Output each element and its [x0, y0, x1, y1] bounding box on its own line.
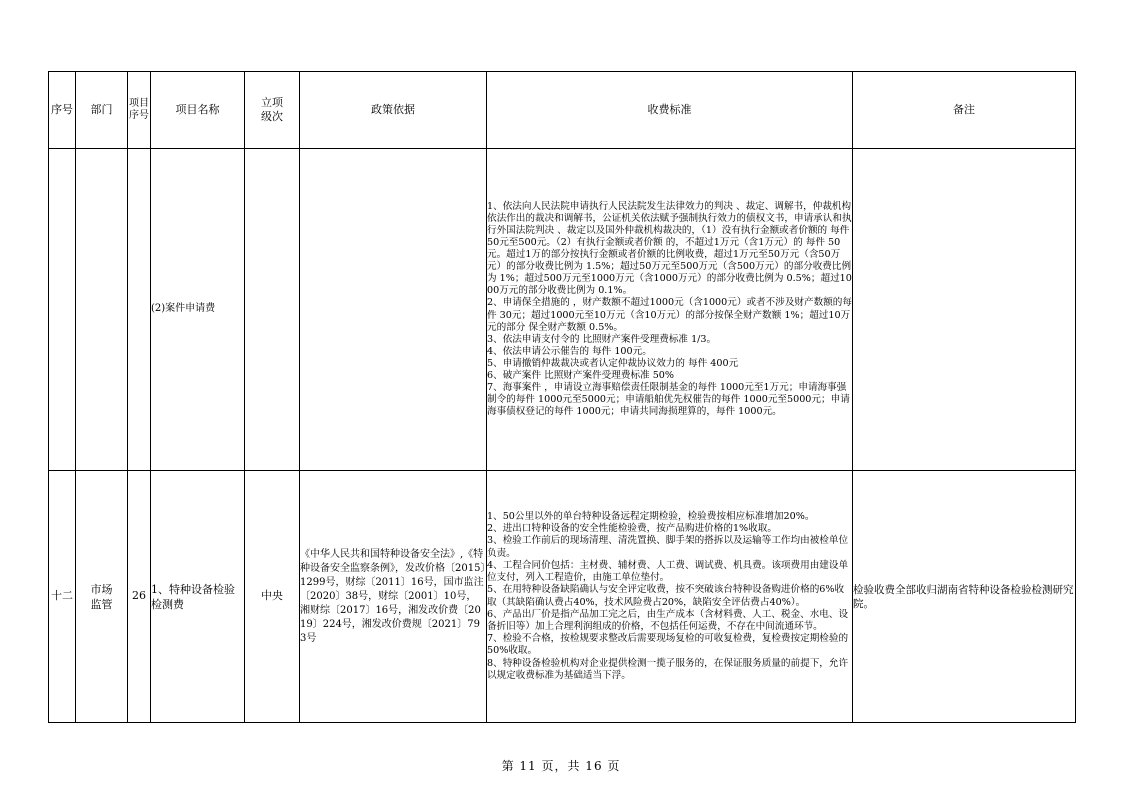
table-row — [49, 471, 1076, 723]
cell-seq — [49, 149, 76, 471]
header-level: 立项级次 — [245, 72, 300, 149]
standard-line: 7、检验不合格，按检规要求整改后需要现场复检的可收复检费，复检费按定期检验的50%收取。 — [487, 633, 849, 657]
standard-line: 6、破产案件 比照财产案件受理费标准 50% — [487, 369, 675, 381]
cell-dept: 市场监管 — [76, 471, 128, 723]
header-item-name: 项目名称 — [151, 72, 245, 149]
cell-standard — [487, 471, 853, 723]
standard-line: 4、依法申请公示催告的 每件 100元。 — [487, 345, 652, 357]
standard-line: 5、在用特种设备缺陷确认与安全评定收费，按不突破该台特种设备购进价格的6%收取（其缺陷确认费占40%，技术风险费占20%，缺陷安全评估费占40%）。 — [487, 584, 845, 608]
standard-line: 2、进出口特种设备的安全性能检验费，按产品购进价格的1%收取。 — [487, 523, 777, 535]
header-standard: 收费标准 — [487, 72, 853, 149]
cell-item-name: (2)案件申请费 — [151, 149, 245, 471]
fee-table — [48, 71, 1076, 723]
cell-standard — [487, 149, 853, 471]
cell-item-seq: 26 — [128, 471, 151, 723]
table-row — [49, 149, 1076, 471]
cell-item-seq — [128, 149, 151, 471]
header-seq: 序号 — [49, 72, 76, 149]
standard-line: 4、工程合同价包括：主材费、辅材费、人工费、调试费、机具费。该项费用由建设单位支付，列入工程造价，由施工单位垫付。 — [487, 559, 849, 584]
cell-remark: 检验收费全部收归湖南省特种设备检验检测研究院。 — [853, 471, 1076, 723]
header-dept: 部门 — [76, 72, 128, 149]
standard-line: 8、特种设备检验机构对企业提供检测一揽子服务的，在保证服务质量的前提下，允许以规定收费标准为基础适当下浮。 — [487, 657, 849, 681]
header-row — [49, 72, 1076, 149]
standard-line: 1、50公里以外的单台特种设备远程定期检验，检验费按相应标准增加20%。 — [487, 511, 815, 523]
standard-line: 3、依法申请支付令的 比照财产案件受理费标准 1/3。 — [487, 333, 717, 345]
header-policy: 政策依据 — [300, 72, 487, 149]
cell-level: 中央 — [245, 471, 300, 723]
standard-line: 5、申请撤销仲裁裁决或者认定仲裁协议效力的 每件 400元 — [487, 357, 739, 369]
standard-line: 1、依法向人民法院申请执行人民法院发生法律效力的判决 、裁定、调解书，仲裁机构依法作出的裁决和调解书，公证机关依法赋予强制执行效力的债权文书，申请承认和执行外国法院判决 、裁定以及国外仲裁机构裁决的，（1）没有执行金额或者价额的 每件 50元至500元。（2）有执行金额或者价额 的，不超过1万元（含1万元）的 每件 50元。超过1万的部分按执行金额或者价额的比例收费，超过1万元至50万元（含50万元）的部分收费比例为 1.5%；超过50万元至500万元（含500万元）的部分收费比例为 1%；超过500万元至1000万元（含1000万元）的部分收费比例为 0.5%；超过1000万元的部分收费比例为 0.1%。 — [487, 200, 852, 297]
cell-policy: 《中华人民共和国特种设备安全法》,《特种设备安全监察条例》，发改价格〔2015〕1299号，财综〔2011〕16号，国市监注〔2020〕38号，财综〔2001〕10号，湘财综〔2017〕16号，湘发改价费〔2019〕224号，湘发改价费规〔2021〕793号 — [300, 471, 487, 723]
cell-item-name: 1、特种设备检验检测费 — [151, 471, 245, 723]
standard-line: 3、检验工作前后的现场清理、清洗置换、脚手架的搭拆以及运输等工作均由被检单位负责。 — [487, 535, 849, 559]
header-item-seq: 项目序号 — [128, 72, 151, 149]
cell-policy — [300, 149, 487, 471]
standard-line: 7、海事案件 ，申请设立海事赔偿责任限制基金的每件 1000元至1万元；申请海事强制令的每件 1000元至5000元；申请船舶优先权催告的每件 1000元至5000元；申请海事债权登记的每件 1000元；申请共同海损理算的，每件 1000元。 — [487, 382, 850, 418]
cell-remark — [853, 149, 1076, 471]
cell-seq: 十二 — [49, 471, 76, 723]
header-remark: 备注 — [853, 72, 1076, 149]
cell-dept — [76, 149, 128, 471]
standard-line: 6、产品出厂价是指产品加工完之后，由生产成本（含材料费、人工、税金、水电、设备折旧等）加上合理利润组成的价格，不包括任何运费，不存在中间流通环节。 — [487, 608, 849, 632]
cell-level — [245, 149, 300, 471]
page-number: 第 11 页，共 16 页 — [501, 759, 621, 773]
standard-line: 2、申请保全措施的 ，财产数额不超过1000元（含1000元）或者不涉及财产数额的每件 30元；超过1000元至10万元（含10万元）的部分按保全财产数额 1%；超过10万元的部分 保全财产数额 0.5%。 — [487, 297, 852, 333]
